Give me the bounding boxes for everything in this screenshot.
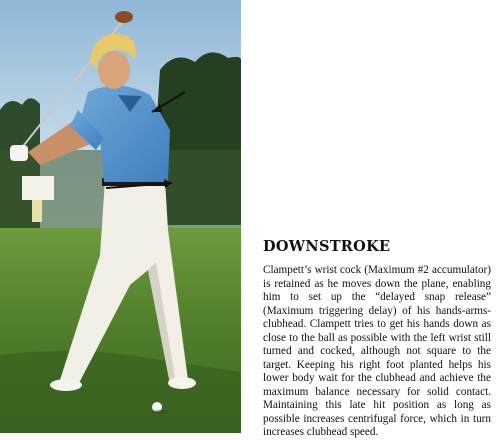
article-body: Clampett’s wrist cock (Maximum #2 accumulator) is retained as he moves down the plane, enabling him to set up the “delayed snap release” (Maximum triggering delay) of his hands-arms-clubhead. Clampett tries to get his hands down as close to the ball as possible with the left wrist still turned and cocked, although not square to the target. Keeping his right foot planted helps his lower body wait for the clubhead and achieve the maximum balance necessary for solid contact. Maintaining this late hit position as long as possible increases centrifugal force, which in turn increases clubhead speed.: [263, 264, 491, 438]
article-heading: DOWNSTROKE: [263, 238, 391, 255]
golfer-downswing-photo: [0, 0, 241, 433]
